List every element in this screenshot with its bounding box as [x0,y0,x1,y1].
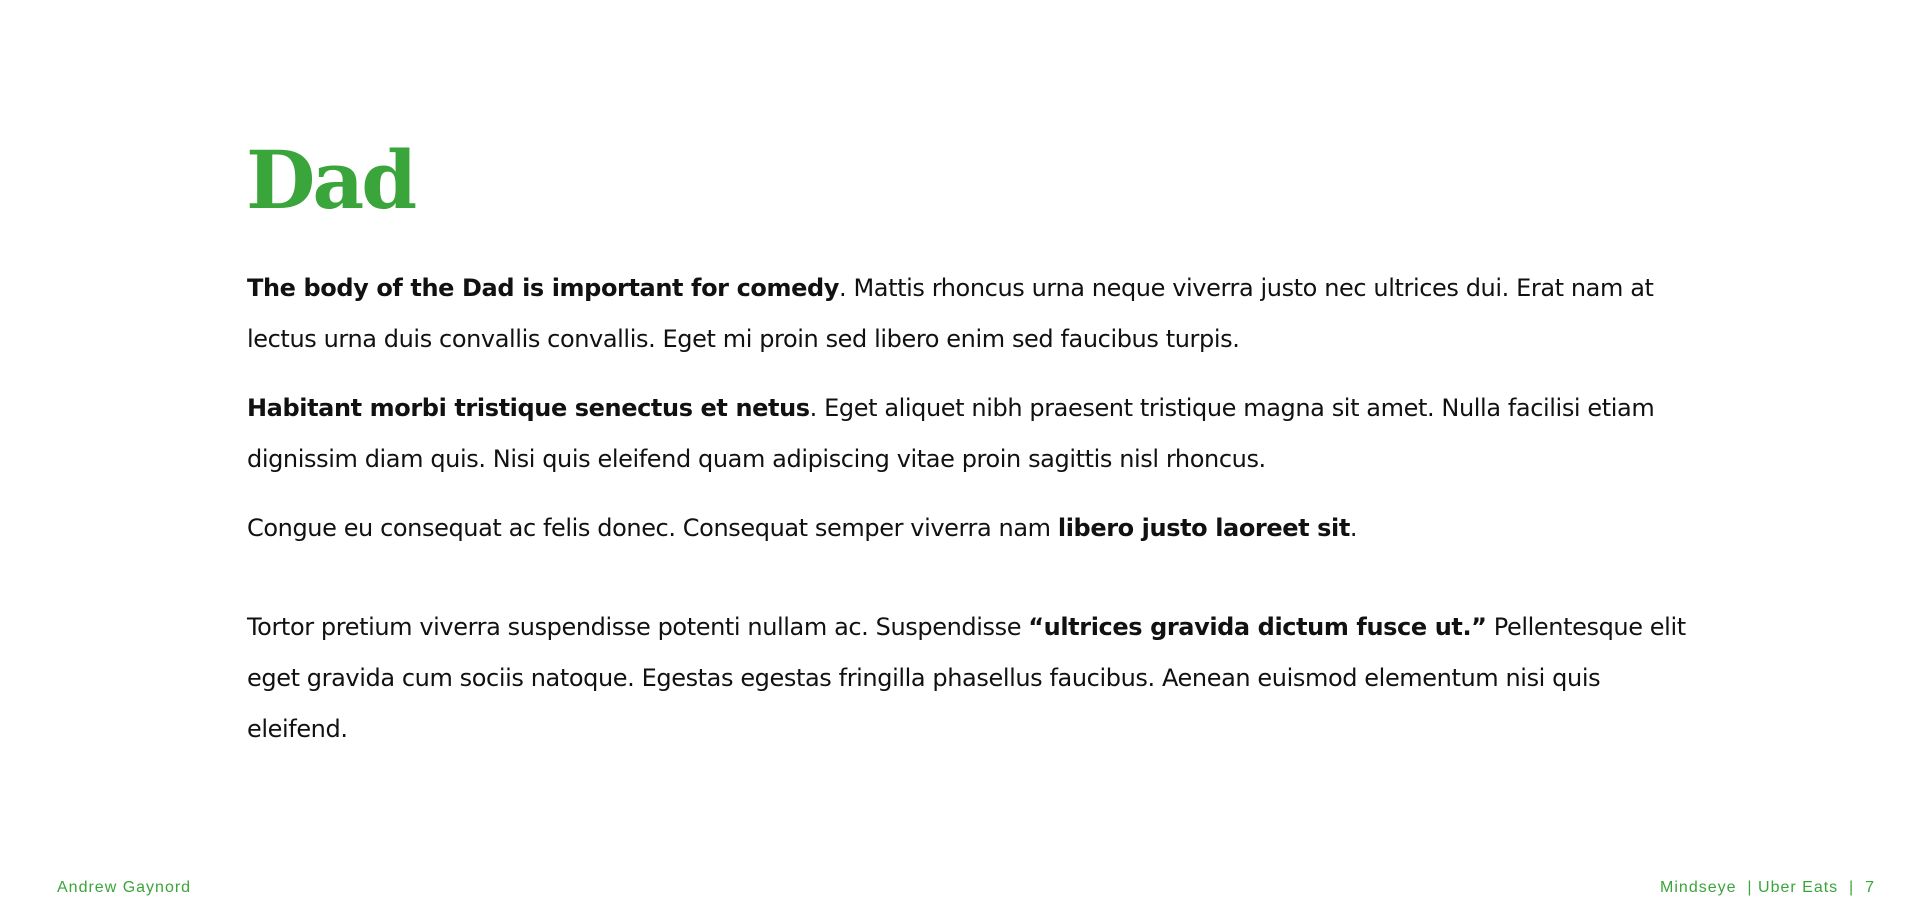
footer-page-info: Mindseye | Uber Eats | 7 [1660,879,1875,896]
paragraph-3-text: Congue eu consequat ac felis donec. Consequat semper viverra nam [247,514,1058,542]
paragraph-4-text: Tortor pretium viverra suspendisse potenti nullam ac. Suspendisse [247,613,1029,641]
paragraph-4 [247,602,1687,755]
paragraph-4-bold-quote: “ultrices gravida dictum fusce ut.” [1028,613,1487,641]
paragraph-4-after: Pellentesque elit eget gravida cum sociis natoque. Egestas egestas fringilla phasellus faucibus. Aenean euismod elementum nisi quis eleifend. [247,613,1686,743]
paragraph-2 [247,383,1687,485]
paragraph-1-text: . Mattis rhoncus urna neque viverra justo nec ultrices dui. Erat nam at lectus urna duis convallis convallis. Eget mi proin sed libero enim sed faucibus turpis. [247,274,1654,353]
paragraph-1-bold-lead: The body of the Dad is important for comedy [247,274,839,302]
page-title: Dad [246,133,415,227]
paragraph-3-after: . [1349,514,1358,542]
paragraph-2-text: . Eget aliquet nibh praesent tristique magna sit amet. Nulla facilisi etiam dignissim diam quis. Nisi quis eleifend quam adipiscing vitae proin sagittis nisl rhoncus. [247,394,1655,473]
paragraph-3 [247,503,1687,554]
paragraph-1 [247,263,1687,365]
body-text [247,263,1687,755]
paragraph-3-bold-end: libero justo laoreet sit [1057,514,1350,542]
paragraph-2-bold-lead: Habitant morbi tristique senectus et netus [247,394,810,422]
footer-author: Andrew Gaynord [57,879,192,896]
